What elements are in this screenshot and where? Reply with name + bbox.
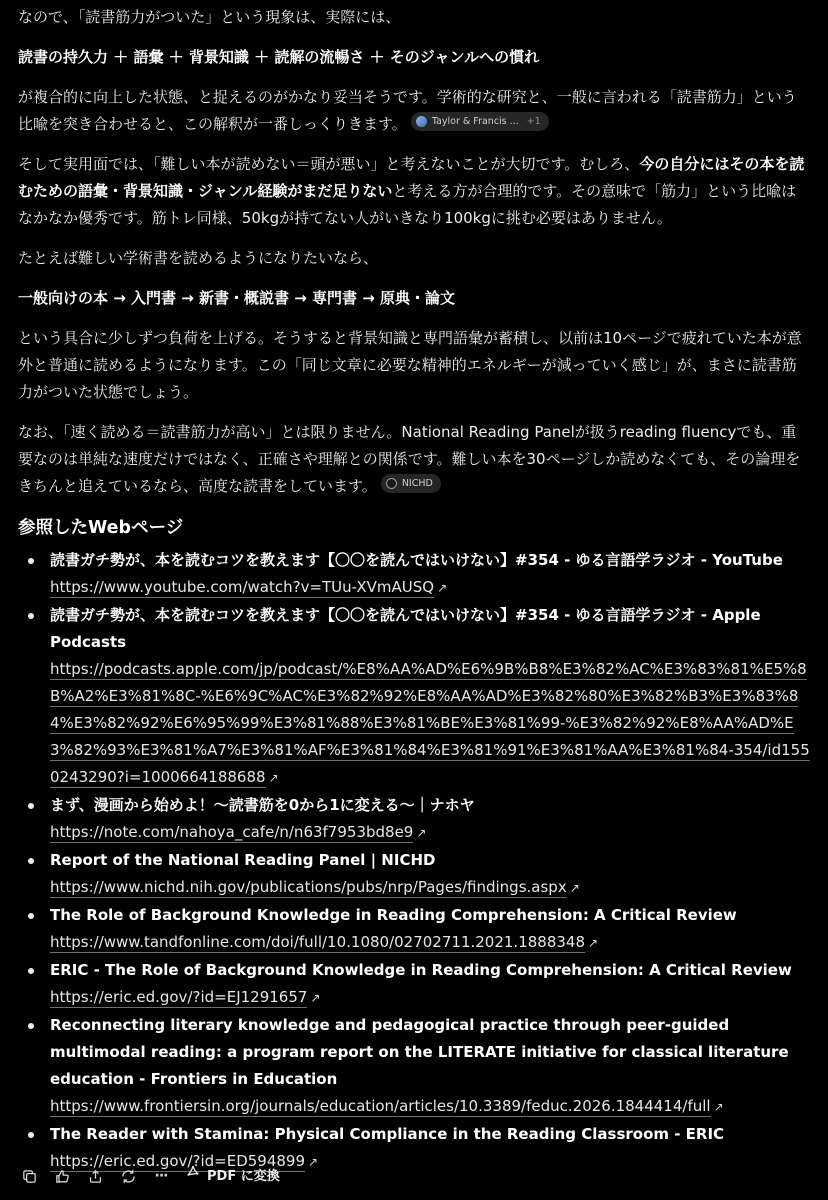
reference-link[interactable]: https://www.frontiersin.org/journals/education/articles/10.3389/feduc.2026.1844414/full xyxy=(50,1097,711,1115)
external-link-icon: ↗ xyxy=(268,771,279,785)
feedback-button[interactable] xyxy=(51,1165,73,1187)
formula-components: 読書の持久力 ＋ 語彙 ＋ 背景知識 ＋ 読解の流暢さ ＋ そのジャンルへの慣れ xyxy=(18,48,540,66)
reference-title: 読書ガチ勢が、本を読むコツを教えます【〇〇を読んではいけない】#354 - ゆる言語学ラジオ - YouTube xyxy=(50,551,783,569)
share-button[interactable] xyxy=(84,1165,106,1187)
convert-pdf-label: PDF に変換 xyxy=(207,1168,280,1184)
paragraph-load: という具合に少しずつ負荷を上げる。そうすると背景知識と専門語彙が蓄積し、以前は10ページで疲れていた本が意外と普通に読めるようになります。この「同じ文章に必要な精神的エネルギーが減っていく感じ」が、まさに読書筋力がついた状態でしょう。 xyxy=(18,329,802,401)
source-favicon-icon xyxy=(386,478,397,489)
more-icon: ··· xyxy=(154,1167,168,1184)
paragraph-example: たとえば難しい学術書を読めるようになりたいなら、 xyxy=(18,249,379,267)
copy-button[interactable] xyxy=(18,1165,40,1187)
external-link-icon: ↗ xyxy=(416,826,427,840)
reference-item xyxy=(50,792,810,847)
reference-item xyxy=(50,847,810,902)
reference-title: まず、漫画から始めよ！〜読書筋を0から1に変える〜｜ナホヤ xyxy=(50,796,475,814)
citation-chip-taylor-francis[interactable] xyxy=(411,112,549,131)
paragraph-interpretation xyxy=(18,84,810,138)
citation-chip-label: Taylor & Francis ... xyxy=(431,116,519,127)
citation-chip-count: +1 xyxy=(526,116,541,127)
paragraph-practical-emphasis: 今の自分にはその本を読むための語彙・背景知識・ジャンル経験がまだ足りない xyxy=(18,155,805,200)
reference-link[interactable]: https://note.com/nahoya_cafe/n/n63f7953bd8e9 xyxy=(50,823,414,841)
reference-link[interactable]: https://www.tandfonline.com/doi/full/10.1080/02702711.2021.1888348 xyxy=(50,933,585,951)
references-heading: 参照したWebページ xyxy=(18,518,184,538)
references-list xyxy=(18,547,810,1176)
paragraph-intro: なので、「読書筋力がついた」という現象は、実際には、 xyxy=(18,8,401,26)
copy-icon xyxy=(21,1168,38,1185)
citation-chip-nichd[interactable] xyxy=(381,474,441,493)
message-actions-toolbar xyxy=(18,1162,280,1190)
reference-title: The Reader with Stamina: Physical Compliance in the Reading Classroom - ERIC xyxy=(50,1125,725,1143)
more-button[interactable] xyxy=(150,1165,172,1187)
paragraph-fluency xyxy=(18,419,810,500)
reference-title: Report of the National Reading Panel | NICHD xyxy=(50,851,436,869)
external-link-icon: ↗ xyxy=(308,1155,319,1169)
regenerate-button[interactable] xyxy=(117,1165,139,1187)
reference-title: Reconnecting literary knowledge and pedagogical practice through peer-guided multimodal reading: a program report on the LITERATE initiative for classical literature education - Frontiers in Education xyxy=(50,1016,789,1088)
share-icon xyxy=(87,1168,104,1185)
reference-item xyxy=(50,547,810,602)
citation-chip-label: NICHD xyxy=(401,478,433,489)
reference-item xyxy=(50,957,810,1012)
paragraph-fluency-text: なお、「速く読める＝読書筋力が高い」とは限りません。National Reading Panelが扱うreading fluencyでも、重要なのは単純な速度だけではなく、正確さや理解との関係です。難しい本を30ページしか読めなくても、その論理をきちんと追えているなら、高度な読書をしています。 xyxy=(18,423,801,495)
reference-link[interactable]: https://www.nichd.nih.gov/publications/pubs/nrp/Pages/findings.aspx xyxy=(50,878,567,896)
reference-title: The Role of Background Knowledge in Reading Comprehension: A Critical Review xyxy=(50,906,737,924)
convert-pdf-button[interactable] xyxy=(185,1163,280,1190)
reference-item xyxy=(50,1012,810,1121)
source-favicon-icon xyxy=(416,116,427,127)
paragraph-practical-c: と考える方が合理的です。その意味で「筋力」という比喩はなかなか優秀です。筋トレ同様、50kgが持てない人がいきなり100kgに挑む必要はありません。 xyxy=(18,182,797,227)
reference-item xyxy=(50,902,810,957)
reference-link[interactable]: https://www.youtube.com/watch?v=TUu-XVmAUSQ xyxy=(50,578,435,596)
external-link-icon: ↗ xyxy=(588,936,599,950)
reference-link[interactable]: https://eric.ed.gov/?id=ED594899 xyxy=(50,1152,305,1170)
reference-link[interactable]: https://eric.ed.gov/?id=EJ1291657 xyxy=(50,988,308,1006)
reference-link[interactable]: https://podcasts.apple.com/jp/podcast/%E8%AA%AD%E6%9B%B8%E3%82%AC%E3%83%81%E5%8B%A2%E3%81%8C-%E6%9C%AC%E3%82%92%E8%AA%AD%E3%82%80%E3%82%B3%E3%83%84%E3%82%92%E6%95%99%E3%81%88%E3%81%BE%E3%81%99-%E3%82%92%E8%AA%AD%E3%82%93%E3%81%A7%E3%81%AF%E3%81%84%E3%81%91%E3%81%AA%E3%81%84-354/id1550243290?i=1000664188688 xyxy=(50,660,810,786)
pdf-icon xyxy=(185,1163,201,1190)
thumbs-icon xyxy=(54,1168,71,1185)
external-link-icon: ↗ xyxy=(569,881,580,895)
formula-progression: 一般向けの本 → 入門書 → 新書・概説書 → 専門書 → 原典・論文 xyxy=(18,289,456,307)
reference-title: ERIC - The Role of Background Knowledge in Reading Comprehension: A Critical Review xyxy=(50,961,792,979)
paragraph-practical xyxy=(18,151,810,232)
reference-item xyxy=(50,602,810,792)
external-link-icon: ↗ xyxy=(713,1100,724,1114)
external-link-icon: ↗ xyxy=(310,991,321,1005)
regenerate-icon xyxy=(120,1168,137,1185)
paragraph-interpretation-text: が複合的に向上した状態、と捉えるのがかなり妥当そうです。学術的な研究と、一般に言われる「読書筋力」という比喩を突き合わせると、この解釈が一番しっくりきます。 xyxy=(18,88,797,133)
external-link-icon: ↗ xyxy=(437,581,448,595)
paragraph-practical-a: そして実用面では、「難しい本が読めない＝頭が悪い」と考えないことが大切です。むしろ、 xyxy=(18,155,640,173)
reference-title: 読書ガチ勢が、本を読むコツを教えます【〇〇を読んではいけない】#354 - ゆる言語学ラジオ - Apple Podcasts xyxy=(50,606,761,651)
